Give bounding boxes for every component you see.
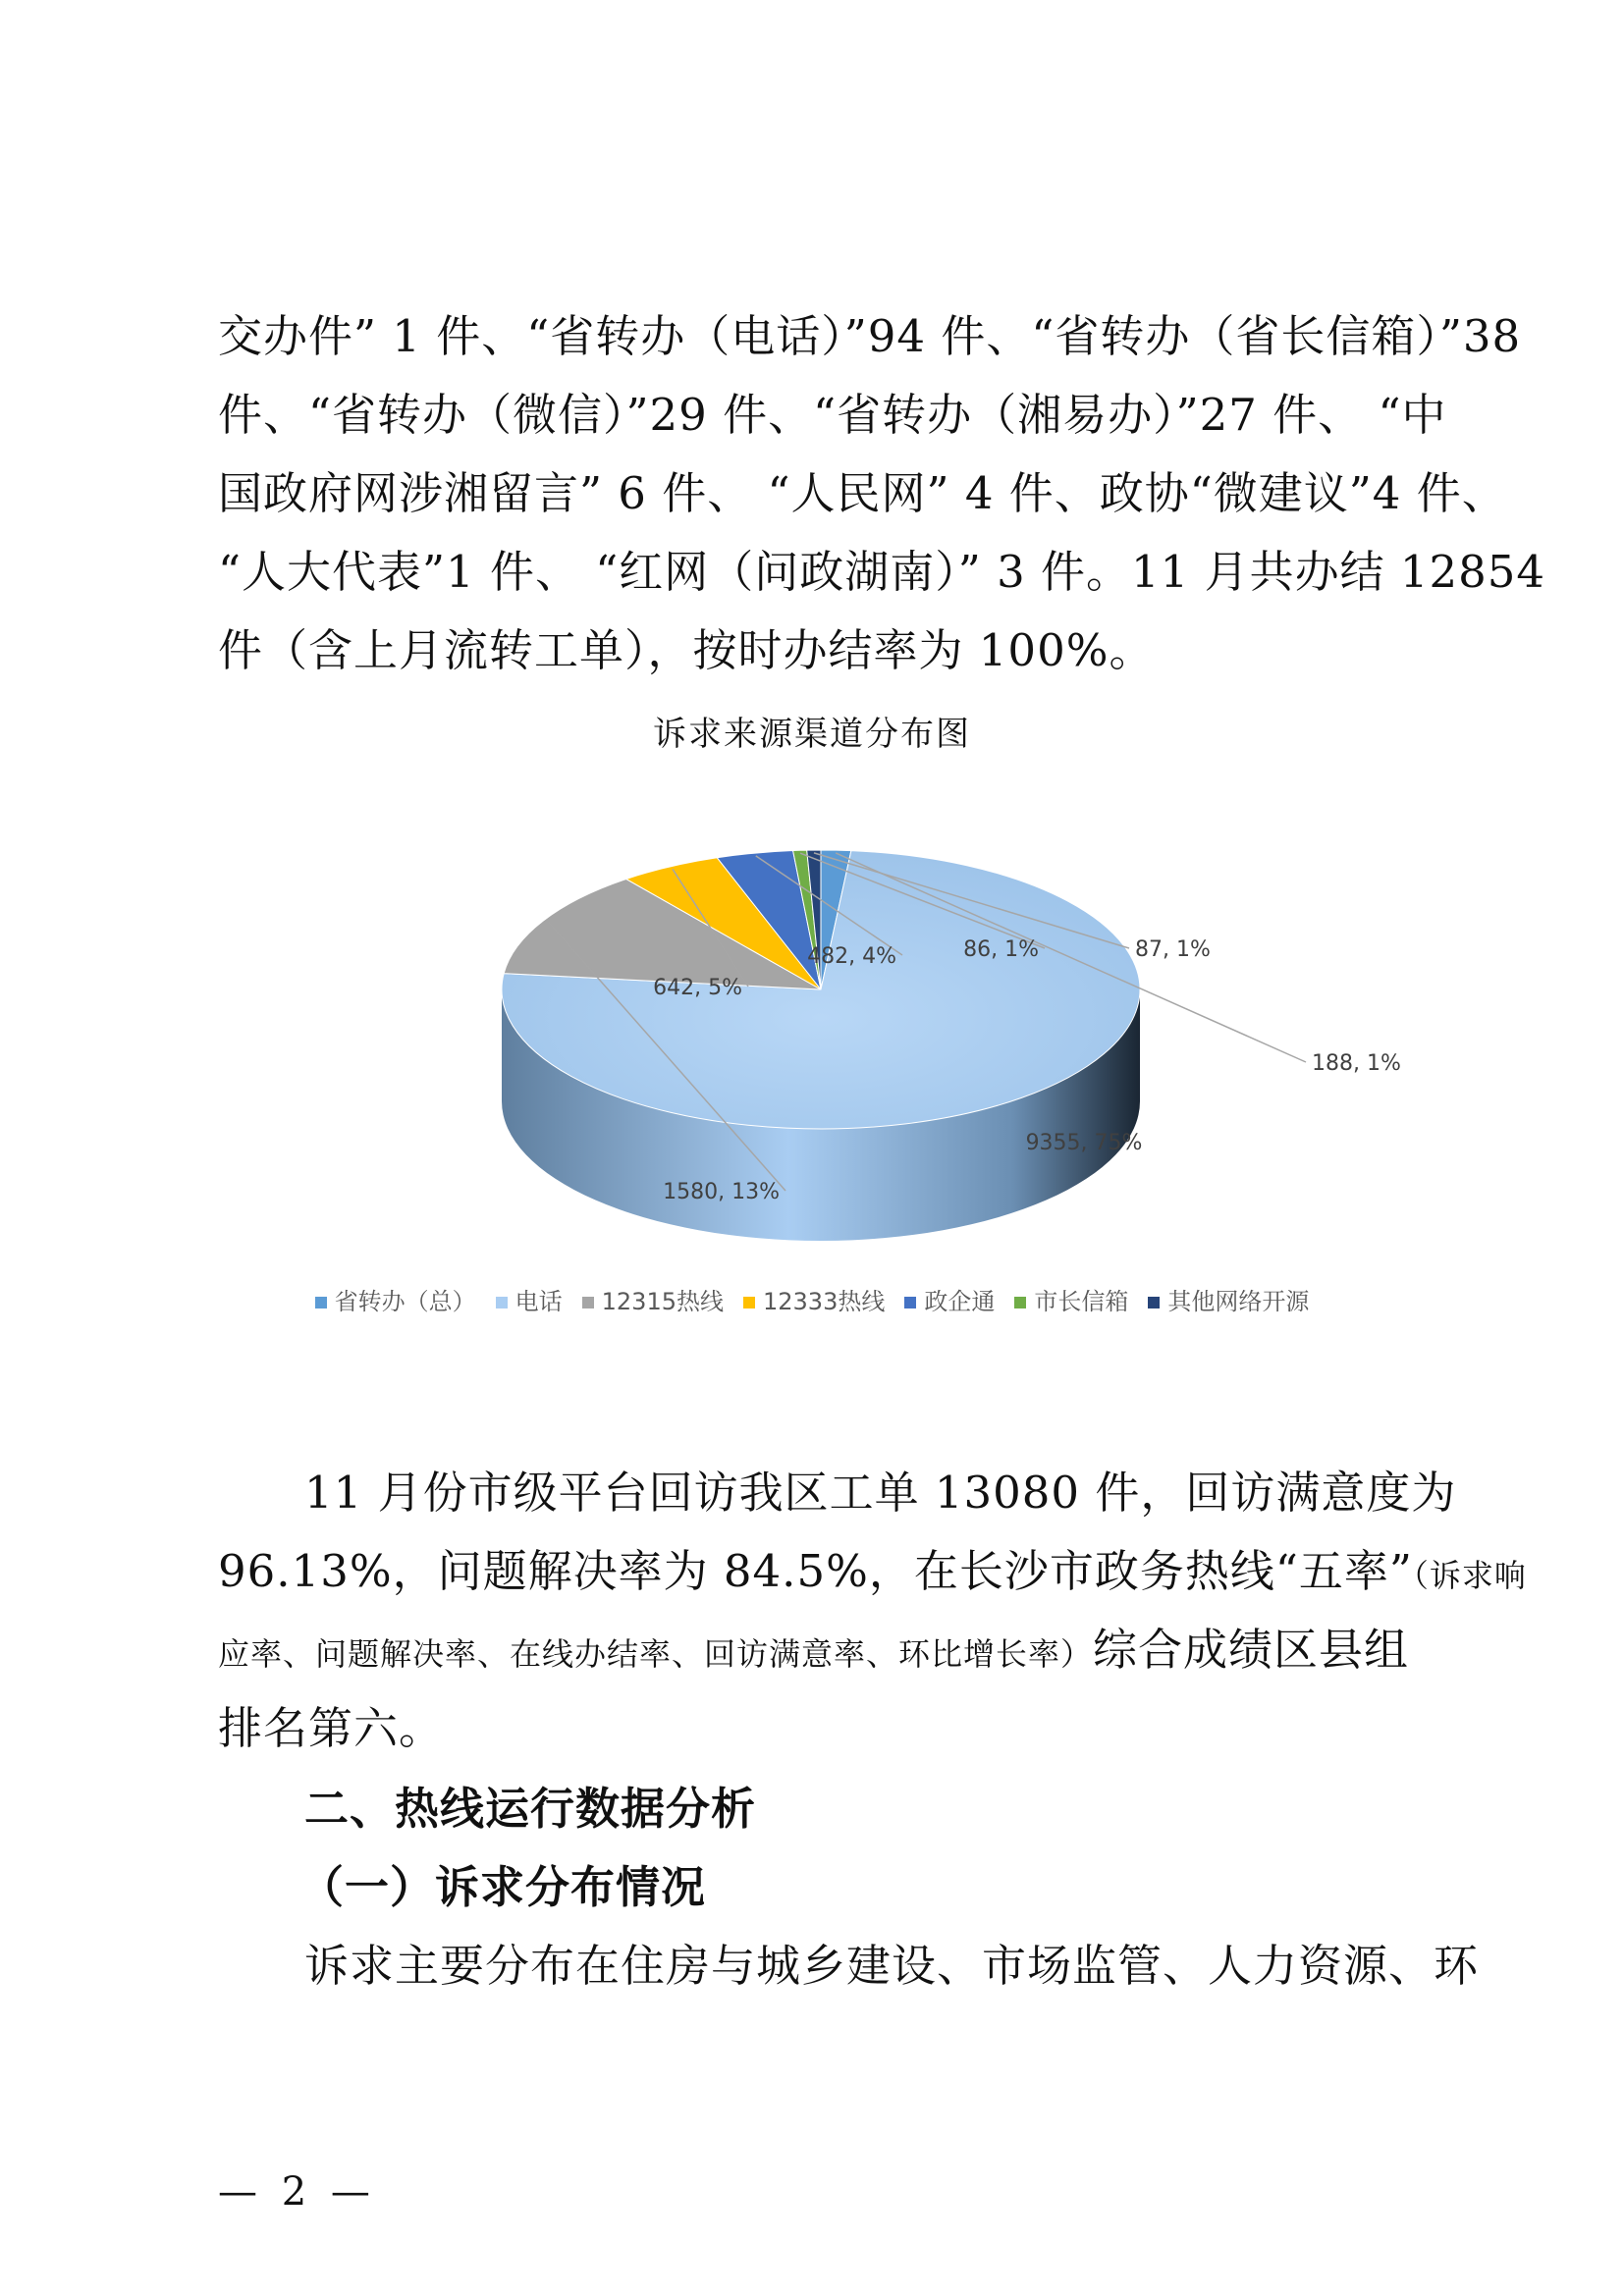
data-label: 188, 1% [1312,1051,1401,1076]
data-label: 482, 4% [807,944,896,969]
legend-swatch [315,1297,327,1308]
legend-item [1014,1282,1128,1316]
section-heading: 二、热线运行数据分析 [304,1783,757,1835]
paragraph-text: 96.13%，问题解决率为 84.5%，在长沙市政务热线“五率” [218,1545,1413,1597]
legend-item [904,1282,995,1316]
chart-title: 诉求来源渠道分布图 [653,715,971,754]
legend-label: 其他网络开源 [1167,1288,1310,1315]
legend-swatch [743,1297,755,1308]
legend-label: 12315热线 [601,1288,724,1315]
legend-swatch [1014,1297,1026,1308]
paragraph-note: （诉求响 [1412,1557,1527,1594]
paragraph-line: 件、“省转办（微信）”29 件、“省转办（湘易办）”27 件、 “中 [218,389,1447,441]
paragraph-text: 综合成绩区县组 [1093,1624,1410,1676]
legend-swatch [496,1297,508,1308]
page-number: — 2 — [218,2169,376,2215]
paragraph-note: 应率、问题解决率、在线办结率、回访满意率、环比增长率） [218,1635,1094,1673]
subsection-heading: （一）诉求分布情况 [299,1861,707,1913]
data-label: 86, 1% [963,937,1039,962]
paragraph-line [218,1545,1527,1600]
legend-item [582,1282,724,1316]
paragraph-line [218,1626,1431,1679]
chart-legend [0,1282,1624,1316]
legend-label: 政企通 [924,1288,996,1315]
data-label: 1580, 13% [663,1180,780,1204]
legend-item [1148,1282,1309,1316]
data-label: 87, 1% [1135,937,1211,962]
legend-item [743,1282,885,1316]
legend-label: 市长信箱 [1034,1288,1129,1315]
legend-swatch [1148,1297,1160,1308]
paragraph-line: 11 月份市级平台回访我区工单 13080 件，回访满意度为 [304,1467,1457,1519]
data-label: 642, 5% [653,976,742,1000]
legend-label: 12333热线 [763,1288,886,1315]
paragraph-line: 交办件” 1 件、“省转办（电话）”94 件、“省转办（省长信箱）”38 [218,310,1522,362]
paragraph-line: 排名第六。 [218,1702,445,1754]
legend-label: 省转办（总） [334,1288,476,1315]
legend-swatch [582,1297,594,1308]
legend-swatch [904,1297,916,1308]
paragraph-line: 件（含上月流转工单），按时办结率为 100%。 [218,624,1155,676]
data-label: 9355, 75% [1025,1131,1143,1155]
pie-chart [275,766,1401,1266]
paragraph-line: 诉求主要分布在住房与城乡建设、市场监管、人力资源、环 [304,1940,1480,1992]
legend-item [315,1282,476,1316]
paragraph-line: “人大代表”1 件、 “红网（问政湖南）” 3 件。11 月共办结 12854 [218,546,1546,598]
legend-label: 电话 [514,1288,563,1315]
paragraph-line: 国政府网涉湘留言” 6 件、 “人民网” 4 件、政协“微建议”4 件、 [218,467,1507,519]
legend-item [496,1282,563,1316]
